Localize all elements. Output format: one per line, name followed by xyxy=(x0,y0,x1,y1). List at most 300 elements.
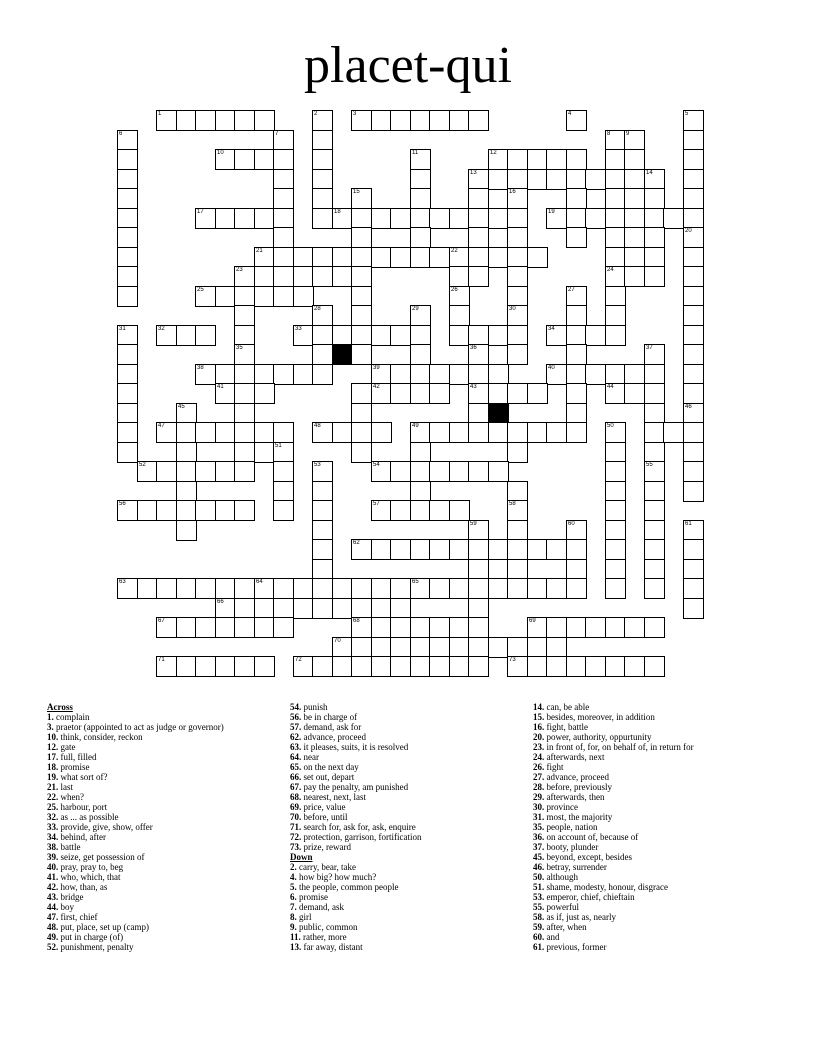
grid-cell[interactable] xyxy=(371,617,392,638)
grid-cell[interactable] xyxy=(644,422,665,443)
grid-cell[interactable] xyxy=(546,169,567,190)
grid-cell[interactable] xyxy=(273,130,294,151)
grid-cell[interactable] xyxy=(683,247,704,268)
grid-cell[interactable] xyxy=(332,422,353,443)
grid-cell[interactable] xyxy=(215,500,236,521)
grid-cell[interactable] xyxy=(312,500,333,521)
grid-cell[interactable] xyxy=(566,520,587,541)
grid-cell[interactable] xyxy=(566,578,587,599)
grid-cell[interactable] xyxy=(683,188,704,209)
grid-cell[interactable] xyxy=(644,442,665,463)
grid-cell[interactable] xyxy=(663,422,684,443)
grid-cell[interactable] xyxy=(117,364,138,385)
grid-cell[interactable] xyxy=(273,247,294,268)
grid-cell[interactable] xyxy=(215,208,236,229)
grid-cell[interactable] xyxy=(273,149,294,170)
grid-cell[interactable] xyxy=(117,286,138,307)
grid-cell[interactable] xyxy=(605,130,626,151)
grid-cell[interactable] xyxy=(644,383,665,404)
grid-cell[interactable] xyxy=(507,325,528,346)
grid-cell[interactable] xyxy=(176,578,197,599)
grid-cell[interactable] xyxy=(390,383,411,404)
grid-cell[interactable] xyxy=(371,637,392,658)
grid-cell[interactable] xyxy=(351,578,372,599)
grid-cell[interactable] xyxy=(605,188,626,209)
grid-cell[interactable] xyxy=(683,149,704,170)
grid-cell[interactable] xyxy=(683,227,704,248)
grid-cell[interactable] xyxy=(488,208,509,229)
grid-cell[interactable] xyxy=(683,305,704,326)
grid-cell[interactable] xyxy=(254,208,275,229)
grid-cell[interactable] xyxy=(507,208,528,229)
grid-cell[interactable] xyxy=(566,383,587,404)
grid-cell[interactable] xyxy=(644,461,665,482)
grid-cell[interactable] xyxy=(683,520,704,541)
grid-cell[interactable] xyxy=(273,442,294,463)
grid-cell[interactable] xyxy=(312,344,333,365)
grid-cell[interactable] xyxy=(468,364,489,385)
grid-cell[interactable] xyxy=(488,325,509,346)
grid-cell[interactable] xyxy=(410,364,431,385)
grid-cell[interactable] xyxy=(644,208,665,229)
grid-cell[interactable] xyxy=(624,617,645,638)
grid-cell[interactable] xyxy=(683,266,704,287)
grid-cell[interactable] xyxy=(117,442,138,463)
grid-cell[interactable] xyxy=(468,539,489,560)
grid-cell[interactable] xyxy=(566,227,587,248)
grid-cell[interactable] xyxy=(624,169,645,190)
grid-cell[interactable] xyxy=(254,598,275,619)
grid-cell[interactable] xyxy=(644,656,665,677)
grid-cell[interactable] xyxy=(605,500,626,521)
grid-cell[interactable] xyxy=(390,110,411,131)
grid-cell[interactable] xyxy=(507,169,528,190)
grid-cell[interactable] xyxy=(566,169,587,190)
grid-cell[interactable] xyxy=(293,364,314,385)
grid-cell[interactable] xyxy=(351,325,372,346)
grid-cell[interactable] xyxy=(234,110,255,131)
grid-cell[interactable] xyxy=(546,325,567,346)
grid-cell[interactable] xyxy=(546,656,567,677)
grid-cell[interactable] xyxy=(683,559,704,580)
grid-cell[interactable] xyxy=(234,149,255,170)
grid-cell[interactable] xyxy=(605,539,626,560)
grid-cell[interactable] xyxy=(546,637,567,658)
grid-cell[interactable] xyxy=(644,539,665,560)
grid-cell[interactable] xyxy=(468,208,489,229)
grid-cell[interactable] xyxy=(507,266,528,287)
grid-cell[interactable] xyxy=(234,578,255,599)
grid-cell[interactable] xyxy=(351,637,372,658)
grid-cell[interactable] xyxy=(234,325,255,346)
grid-cell[interactable] xyxy=(683,325,704,346)
grid-cell[interactable] xyxy=(117,247,138,268)
grid-cell[interactable] xyxy=(195,364,216,385)
grid-cell[interactable] xyxy=(117,422,138,443)
grid-cell[interactable] xyxy=(683,286,704,307)
grid-cell[interactable] xyxy=(507,520,528,541)
grid-cell[interactable] xyxy=(683,208,704,229)
grid-cell[interactable] xyxy=(410,325,431,346)
grid-cell[interactable] xyxy=(429,656,450,677)
grid-cell[interactable] xyxy=(429,578,450,599)
grid-cell[interactable] xyxy=(351,247,372,268)
grid-cell[interactable] xyxy=(195,208,216,229)
grid-cell[interactable] xyxy=(605,422,626,443)
grid-cell[interactable] xyxy=(566,403,587,424)
grid-cell[interactable] xyxy=(429,208,450,229)
grid-cell[interactable] xyxy=(527,637,548,658)
grid-cell[interactable] xyxy=(293,266,314,287)
grid-cell[interactable] xyxy=(488,383,509,404)
grid-cell[interactable] xyxy=(429,461,450,482)
grid-cell[interactable] xyxy=(683,539,704,560)
grid-cell[interactable] xyxy=(527,617,548,638)
grid-cell[interactable] xyxy=(351,188,372,209)
grid-cell[interactable] xyxy=(605,461,626,482)
grid-cell[interactable] xyxy=(566,208,587,229)
grid-cell[interactable] xyxy=(117,227,138,248)
grid-cell[interactable] xyxy=(449,325,470,346)
grid-cell[interactable] xyxy=(371,364,392,385)
grid-cell[interactable] xyxy=(468,461,489,482)
grid-cell[interactable] xyxy=(468,169,489,190)
grid-cell[interactable] xyxy=(410,247,431,268)
grid-cell[interactable] xyxy=(215,110,236,131)
grid-cell[interactable] xyxy=(273,286,294,307)
grid-cell[interactable] xyxy=(566,325,587,346)
grid-cell[interactable] xyxy=(488,169,509,190)
grid-cell[interactable] xyxy=(449,500,470,521)
grid-cell[interactable] xyxy=(332,325,353,346)
grid-cell[interactable] xyxy=(351,656,372,677)
grid-cell[interactable] xyxy=(410,500,431,521)
grid-cell[interactable] xyxy=(410,539,431,560)
grid-cell[interactable] xyxy=(117,578,138,599)
grid-cell[interactable] xyxy=(176,325,197,346)
grid-cell[interactable] xyxy=(312,364,333,385)
grid-cell[interactable] xyxy=(273,422,294,443)
grid-cell[interactable] xyxy=(351,539,372,560)
grid-cell[interactable] xyxy=(410,110,431,131)
grid-cell[interactable] xyxy=(156,422,177,443)
grid-cell[interactable] xyxy=(390,500,411,521)
grid-cell[interactable] xyxy=(605,364,626,385)
grid-cell[interactable] xyxy=(351,227,372,248)
grid-cell[interactable] xyxy=(527,656,548,677)
grid-cell[interactable] xyxy=(332,656,353,677)
grid-cell[interactable] xyxy=(683,110,704,131)
grid-cell[interactable] xyxy=(507,305,528,326)
grid-cell[interactable] xyxy=(644,188,665,209)
grid-cell[interactable] xyxy=(254,617,275,638)
grid-cell[interactable] xyxy=(312,130,333,151)
grid-cell[interactable] xyxy=(624,130,645,151)
grid-cell[interactable] xyxy=(390,539,411,560)
grid-cell[interactable] xyxy=(195,656,216,677)
grid-cell[interactable] xyxy=(117,169,138,190)
grid-cell[interactable] xyxy=(507,442,528,463)
grid-cell[interactable] xyxy=(215,364,236,385)
grid-cell[interactable] xyxy=(117,500,138,521)
grid-cell[interactable] xyxy=(312,598,333,619)
grid-cell[interactable] xyxy=(644,500,665,521)
grid-cell[interactable] xyxy=(254,383,275,404)
grid-cell[interactable] xyxy=(234,286,255,307)
grid-cell[interactable] xyxy=(254,656,275,677)
grid-cell[interactable] xyxy=(449,110,470,131)
grid-cell[interactable] xyxy=(546,578,567,599)
grid-cell[interactable] xyxy=(371,500,392,521)
grid-cell[interactable] xyxy=(546,617,567,638)
grid-cell[interactable] xyxy=(234,598,255,619)
grid-cell[interactable] xyxy=(449,578,470,599)
grid-cell[interactable] xyxy=(312,656,333,677)
grid-cell[interactable] xyxy=(546,422,567,443)
grid-cell[interactable] xyxy=(683,364,704,385)
grid-cell[interactable] xyxy=(507,539,528,560)
grid-cell[interactable] xyxy=(449,539,470,560)
grid-cell[interactable] xyxy=(624,364,645,385)
grid-cell[interactable] xyxy=(332,208,353,229)
grid-cell[interactable] xyxy=(644,617,665,638)
grid-cell[interactable] xyxy=(605,442,626,463)
grid-cell[interactable] xyxy=(585,325,606,346)
grid-cell[interactable] xyxy=(234,656,255,677)
grid-cell[interactable] xyxy=(312,578,333,599)
grid-cell[interactable] xyxy=(332,637,353,658)
grid-cell[interactable] xyxy=(234,383,255,404)
grid-cell[interactable] xyxy=(234,364,255,385)
grid-cell[interactable] xyxy=(117,149,138,170)
grid-cell[interactable] xyxy=(449,422,470,443)
grid-cell[interactable] xyxy=(624,656,645,677)
grid-cell[interactable] xyxy=(176,110,197,131)
grid-cell[interactable] xyxy=(566,559,587,580)
grid-cell[interactable] xyxy=(234,403,255,424)
grid-cell[interactable] xyxy=(312,305,333,326)
grid-cell[interactable] xyxy=(234,208,255,229)
grid-cell[interactable] xyxy=(468,578,489,599)
grid-cell[interactable] xyxy=(410,344,431,365)
grid-cell[interactable] xyxy=(644,227,665,248)
grid-cell[interactable] xyxy=(195,325,216,346)
grid-cell[interactable] xyxy=(137,578,158,599)
grid-cell[interactable] xyxy=(312,208,333,229)
grid-cell[interactable] xyxy=(137,500,158,521)
grid-cell[interactable] xyxy=(605,578,626,599)
grid-cell[interactable] xyxy=(312,110,333,131)
grid-cell[interactable] xyxy=(605,383,626,404)
grid-cell[interactable] xyxy=(351,305,372,326)
grid-cell[interactable] xyxy=(429,383,450,404)
grid-cell[interactable] xyxy=(683,578,704,599)
grid-cell[interactable] xyxy=(605,247,626,268)
grid-cell[interactable] xyxy=(410,383,431,404)
grid-cell[interactable] xyxy=(644,364,665,385)
grid-cell[interactable] xyxy=(624,149,645,170)
grid-cell[interactable] xyxy=(390,461,411,482)
grid-cell[interactable] xyxy=(566,188,587,209)
grid-cell[interactable] xyxy=(449,247,470,268)
grid-cell[interactable] xyxy=(293,598,314,619)
grid-cell[interactable] xyxy=(371,539,392,560)
grid-cell[interactable] xyxy=(468,247,489,268)
grid-cell[interactable] xyxy=(234,305,255,326)
grid-cell[interactable] xyxy=(468,637,489,658)
grid-cell[interactable] xyxy=(351,403,372,424)
grid-cell[interactable] xyxy=(468,598,489,619)
grid-cell[interactable] xyxy=(527,578,548,599)
grid-cell[interactable] xyxy=(312,188,333,209)
grid-cell[interactable] xyxy=(468,656,489,677)
grid-cell[interactable] xyxy=(351,598,372,619)
grid-cell[interactable] xyxy=(176,461,197,482)
grid-cell[interactable] xyxy=(351,110,372,131)
grid-cell[interactable] xyxy=(566,617,587,638)
grid-cell[interactable] xyxy=(234,461,255,482)
grid-cell[interactable] xyxy=(117,383,138,404)
grid-cell[interactable] xyxy=(351,266,372,287)
grid-cell[interactable] xyxy=(429,247,450,268)
grid-cell[interactable] xyxy=(566,656,587,677)
grid-cell[interactable] xyxy=(429,422,450,443)
grid-cell[interactable] xyxy=(527,383,548,404)
grid-cell[interactable] xyxy=(273,169,294,190)
grid-cell[interactable] xyxy=(624,188,645,209)
grid-cell[interactable] xyxy=(371,461,392,482)
grid-cell[interactable] xyxy=(195,286,216,307)
grid-cell[interactable] xyxy=(605,520,626,541)
grid-cell[interactable] xyxy=(254,110,275,131)
grid-cell[interactable] xyxy=(215,617,236,638)
grid-cell[interactable] xyxy=(312,422,333,443)
grid-cell[interactable] xyxy=(468,227,489,248)
grid-cell[interactable] xyxy=(585,656,606,677)
grid-cell[interactable] xyxy=(624,208,645,229)
grid-cell[interactable] xyxy=(312,559,333,580)
grid-cell[interactable] xyxy=(351,286,372,307)
grid-cell[interactable] xyxy=(410,188,431,209)
grid-cell[interactable] xyxy=(546,364,567,385)
grid-cell[interactable] xyxy=(585,208,606,229)
grid-cell[interactable] xyxy=(605,169,626,190)
grid-cell[interactable] xyxy=(117,208,138,229)
grid-cell[interactable] xyxy=(195,578,216,599)
grid-cell[interactable] xyxy=(117,130,138,151)
grid-cell[interactable] xyxy=(234,617,255,638)
grid-cell[interactable] xyxy=(351,422,372,443)
grid-cell[interactable] xyxy=(371,422,392,443)
grid-cell[interactable] xyxy=(624,247,645,268)
grid-cell[interactable] xyxy=(605,559,626,580)
grid-cell[interactable] xyxy=(254,286,275,307)
grid-cell[interactable] xyxy=(429,617,450,638)
grid-cell[interactable] xyxy=(273,461,294,482)
grid-cell[interactable] xyxy=(215,598,236,619)
grid-cell[interactable] xyxy=(507,383,528,404)
grid-cell[interactable] xyxy=(546,208,567,229)
grid-cell[interactable] xyxy=(507,344,528,365)
grid-cell[interactable] xyxy=(585,617,606,638)
grid-cell[interactable] xyxy=(449,656,470,677)
grid-cell[interactable] xyxy=(488,637,509,658)
grid-cell[interactable] xyxy=(566,110,587,131)
grid-cell[interactable] xyxy=(273,208,294,229)
grid-cell[interactable] xyxy=(488,247,509,268)
grid-cell[interactable] xyxy=(449,266,470,287)
grid-cell[interactable] xyxy=(644,247,665,268)
grid-cell[interactable] xyxy=(644,559,665,580)
grid-cell[interactable] xyxy=(156,578,177,599)
grid-cell[interactable] xyxy=(449,364,470,385)
grid-cell[interactable] xyxy=(312,247,333,268)
grid-cell[interactable] xyxy=(449,637,470,658)
grid-cell[interactable] xyxy=(624,383,645,404)
grid-cell[interactable] xyxy=(605,325,626,346)
grid-cell[interactable] xyxy=(273,500,294,521)
grid-cell[interactable] xyxy=(234,266,255,287)
grid-cell[interactable] xyxy=(644,344,665,365)
grid-cell[interactable] xyxy=(195,110,216,131)
grid-cell[interactable] xyxy=(410,617,431,638)
grid-cell[interactable] xyxy=(254,578,275,599)
grid-cell[interactable] xyxy=(488,149,509,170)
grid-cell[interactable] xyxy=(390,364,411,385)
grid-cell[interactable] xyxy=(644,169,665,190)
grid-cell[interactable] xyxy=(410,422,431,443)
grid-cell[interactable] xyxy=(527,247,548,268)
grid-cell[interactable] xyxy=(351,442,372,463)
grid-cell[interactable] xyxy=(585,364,606,385)
grid-cell[interactable] xyxy=(488,364,509,385)
grid-cell[interactable] xyxy=(195,500,216,521)
grid-cell[interactable] xyxy=(527,169,548,190)
grid-cell[interactable] xyxy=(371,383,392,404)
grid-cell[interactable] xyxy=(176,442,197,463)
grid-cell[interactable] xyxy=(234,344,255,365)
grid-cell[interactable] xyxy=(566,305,587,326)
grid-cell[interactable] xyxy=(371,656,392,677)
grid-cell[interactable] xyxy=(683,481,704,502)
grid-cell[interactable] xyxy=(176,617,197,638)
grid-cell[interactable] xyxy=(234,442,255,463)
grid-cell[interactable] xyxy=(312,520,333,541)
grid-cell[interactable] xyxy=(488,539,509,560)
grid-cell[interactable] xyxy=(410,461,431,482)
grid-cell[interactable] xyxy=(683,130,704,151)
grid-cell[interactable] xyxy=(410,637,431,658)
grid-cell[interactable] xyxy=(254,247,275,268)
grid-cell[interactable] xyxy=(488,422,509,443)
grid-cell[interactable] xyxy=(605,481,626,502)
grid-cell[interactable] xyxy=(390,617,411,638)
grid-cell[interactable] xyxy=(507,149,528,170)
grid-cell[interactable] xyxy=(293,325,314,346)
grid-cell[interactable] xyxy=(195,461,216,482)
grid-cell[interactable] xyxy=(273,578,294,599)
grid-cell[interactable] xyxy=(644,403,665,424)
grid-cell[interactable] xyxy=(312,481,333,502)
grid-cell[interactable] xyxy=(449,305,470,326)
grid-cell[interactable] xyxy=(663,208,684,229)
grid-cell[interactable] xyxy=(312,169,333,190)
grid-cell[interactable] xyxy=(312,461,333,482)
grid-cell[interactable] xyxy=(215,656,236,677)
grid-cell[interactable] xyxy=(293,578,314,599)
grid-cell[interactable] xyxy=(449,286,470,307)
grid-cell[interactable] xyxy=(371,208,392,229)
